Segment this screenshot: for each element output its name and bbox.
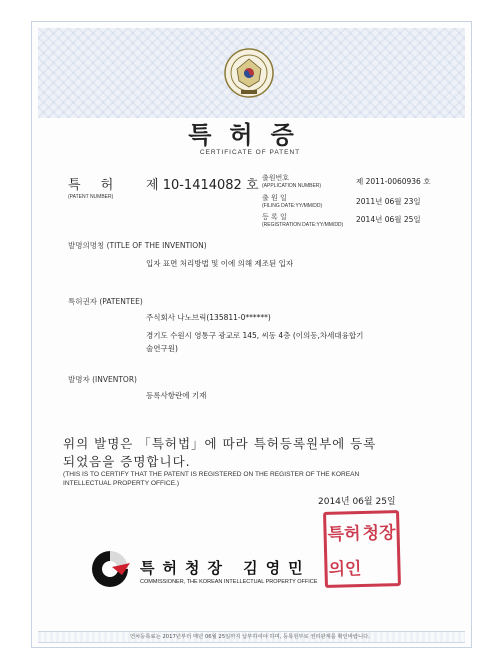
certificate-title: 특허증 (188, 121, 312, 149)
application-number: 제 2011-0060936 호 (356, 177, 431, 186)
application-label-en: (APPLICATION NUMBER) (262, 183, 322, 189)
patentee-name: 주식회사 나노브릭(135811-0******) (146, 313, 271, 322)
registration-label-en: (REGISTRATION DATE:YY/MM/DD) (262, 222, 344, 228)
inventor-value: 등록사항란에 기재 (146, 391, 207, 400)
kipo-emblem-icon (223, 47, 275, 99)
filing-label-en: (FILING DATE:YY/MM/DD) (262, 203, 323, 209)
invention-label: 발명의명칭 (TITLE OF THE INVENTION) (68, 241, 207, 250)
application-label: 출원번호 (262, 174, 290, 182)
patentee-label: 특허권자 (PATENTEE) (68, 297, 143, 306)
commissioner-title-en: COMMISSIONER, THE KOREAN INTELLECTUAL PROPERTY OFFICE (140, 579, 318, 585)
seal-char: 청장 (362, 523, 396, 544)
patentee-address-line1: 경기도 수원시 영통구 광교로 145, 씨동 4층 (이의동,차세대융합기 (146, 331, 364, 340)
patent-number-label-en: (PATENT NUMBER) (68, 194, 114, 200)
registration-date: 2014년 06월 25일 (356, 215, 421, 224)
commissioner-name: 특허청장 김영민 (140, 559, 311, 577)
statement-ko-line1: 위의 발명은 「특허법」에 따라 특허등록원부에 등록 (63, 436, 377, 451)
patentee-address-line2: 술연구원) (146, 344, 178, 353)
seal-char (362, 548, 398, 584)
filing-date: 2011년 06월 23일 (356, 197, 421, 206)
statement-en-line1: (THIS IS TO CERTIFY THAT THE PATENT IS REGISTERED ON THE REGISTER OF THE KOREAN (63, 471, 360, 478)
statement-en-line2: INTELLECTUAL PROPERTY OFFICE.) (63, 480, 180, 487)
issue-date: 2014년 06월 25일 (318, 497, 396, 507)
footer-note: 연차등록료는 2017년부터 매년 06월 25일까지 납부하여야 하며, 등록원부로 권리관계를 확인바랍니다. (130, 634, 370, 640)
kipo-logo-icon (88, 547, 132, 591)
invention-title: 입자 표면 처리방법 및 이에 의해 제조된 입자 (146, 259, 294, 268)
certificate-title-en: CERTIFICATE OF PATENT (199, 149, 301, 156)
filing-label: 출 원 일 (262, 194, 287, 202)
registration-label: 등 록 일 (262, 213, 287, 221)
patent-label: 특 허 (68, 178, 122, 193)
statement-ko-line2: 되었음을 증명합니다. (63, 454, 191, 469)
seal-char: 특허 (327, 524, 361, 545)
patent-number: 제 10-1414082 호 (146, 178, 259, 193)
inventor-label: 발명자 (INVENTOR) (68, 375, 137, 384)
official-seal-icon (323, 510, 401, 588)
seal-char: 의인 (328, 559, 362, 580)
